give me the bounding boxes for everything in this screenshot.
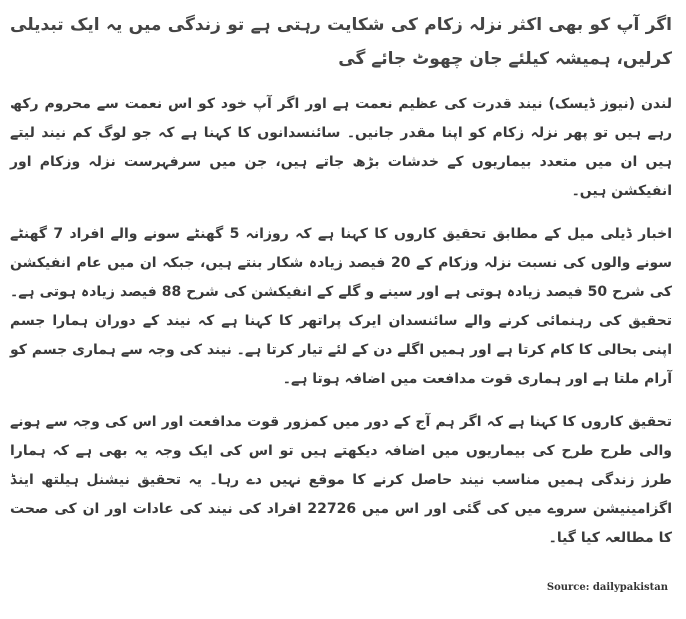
source-credit: Source: dailypakistan xyxy=(546,582,668,593)
article-headline: اگر آپ کو بھی اکثر نزلہ زکام کی شکایت رہتی ہے تو زندگی میں یہ ایک تبدیلی کرلیں، ہمیشہ کیلئے جان چھوٹ جائے گی xyxy=(10,15,672,69)
article-paragraph-2: اخبار ڈیلی میل کے مطابق تحقیق کاروں کا کہنا ہے کہ روزانہ 5 گھنٹے سونے والے افراد 7 گھنٹے سونے والوں کی نسبت نزلہ وزکام کے 20 فیصد زیادہ شکار بنتے ہیں، جبکہ ان میں عام انفیکشن کی شرح 50 فیصد زیادہ ہوتی ہے اور سینے و گلے کے انفیکشن کی شرح 88 فیصد زیادہ ہوتی ہے۔ تحقیق کی رہنمائی کرنے والے سائنسدان ایرک پراتھر کا کہنا ہے کہ نیند کے دوران ہمارا جسم اپنی بحالی کا کام کرتا ہے اور ہمیں اگلے دن کے لئے تیار کرتا ہے۔ نیند کی وجہ سے ہماری جسم کو آرام ملتا ہے اور ہماری قوت مدافعت میں اضافہ ہوتا ہے۔ xyxy=(10,226,673,387)
article-paragraph-1: لندن (نیوز ڈیسک) نیند قدرت کی عظیم نعمت ہے اور اگر آپ خود کو اس نعمت سے محروم رکھ رہے ہیں تو پھر نزلہ زکام کو اپنا مقدر جانیں۔ سائنسدانوں کا کہنا ہے کہ جو لوگ کم نیند لیتے ہیں ان میں متعدد بیماریوں کے خدشات بڑھ جاتے ہیں، جن میں سرفہرست نزلہ وزکام اور انفیکشن ہیں۔ xyxy=(10,96,672,199)
article-body xyxy=(10,8,672,567)
article-paragraph-3: تحقیق کاروں کا کہنا ہے کہ اگر ہم آج کے دور میں کمزور قوت مدافعت اور اس کی وجہ سے ہونے والی طرح طرح کی بیماریوں میں اضافہ دیکھتے ہیں تو اس کی ایک وجہ یہ بھی ہے کہ ہمارا طرز زندگی ہمیں مناسب نیند حاصل کرنے کا موقع نہیں دے رہا۔ یہ تحقیق نیشنل ہیلتھ اینڈ اگزامینیشن سروے میں کی گئی اور اس میں 22726 افراد کی نیند کی عادات اور ان کی صحت کا مطالعہ کیا گیا۔ xyxy=(10,414,672,546)
